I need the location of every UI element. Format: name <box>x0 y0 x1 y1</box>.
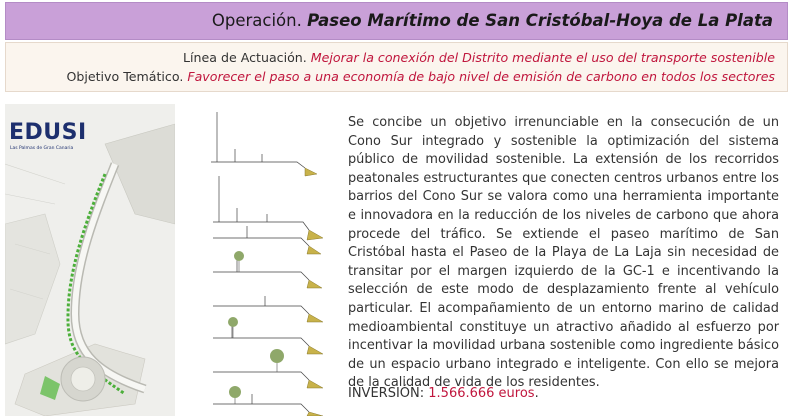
description-text: Se concibe un objetivo irrenunciable en la consecución de un Cono Sur integrado y sostenible la optimización del sistema público de movilidad sostenible. La extensión de los recorridos peatonales estructurantes que conecten centros urbanos entre los barrios del Cono Sur se valora como una herramienta importante e innovadora en la reducción de los niveles de carbono que ahora procede del tráfico. Se extiende el paseo marítimo de San Cristóbal hasta el Paseo de la Playa de La Laja sin necesidad de transitar por el margen izquierdo de la GC-1 e incentivando la selección de este modo de desplazamiento frente al vehículo particular. El acompañamiento de un entorno marino de calidad medioambiental constituye un atractivo añadido al esfuerzo por incentivar la movilidad urbana sostenible como ingrediente básico de un espacio urbano integrado e inteligente. Con ello se mejora de la calidad de vida de los residentes. <box>348 115 779 391</box>
action-line-label: Línea de Actuación. <box>183 50 311 65</box>
site-map <box>5 104 175 416</box>
investment-suffix: . <box>534 386 539 401</box>
edusi-logo: EDUSI <box>9 120 87 145</box>
action-line-value: Mejorar la conexión del Distrito mediante el uso del transporte sostenible <box>310 50 775 65</box>
title-bar <box>5 2 788 40</box>
operation-title <box>212 11 773 30</box>
investment-amount: 1.566.666 euros <box>428 386 535 401</box>
info-box <box>5 42 788 92</box>
thematic-objective-value: Favorecer el paso a una economía de bajo nivel de emisión de carbono en todos los sectores <box>187 69 775 84</box>
action-line <box>183 50 775 65</box>
operation-prefix: Operación. <box>211 11 308 30</box>
thematic-objective-label: Objetivo Temático. <box>66 69 188 84</box>
investment <box>348 386 539 401</box>
cross-sections-drawing <box>177 104 332 416</box>
edusi-logo-subtitle: Las Palmas de Gran Canaria <box>10 146 74 151</box>
project-figure <box>5 104 335 416</box>
investment-label: INVERSIÓN: <box>348 386 429 401</box>
operation-name: Paseo Marítimo de San Cristóbal-Hoya de La Plata <box>307 11 773 30</box>
thematic-objective <box>66 69 775 84</box>
